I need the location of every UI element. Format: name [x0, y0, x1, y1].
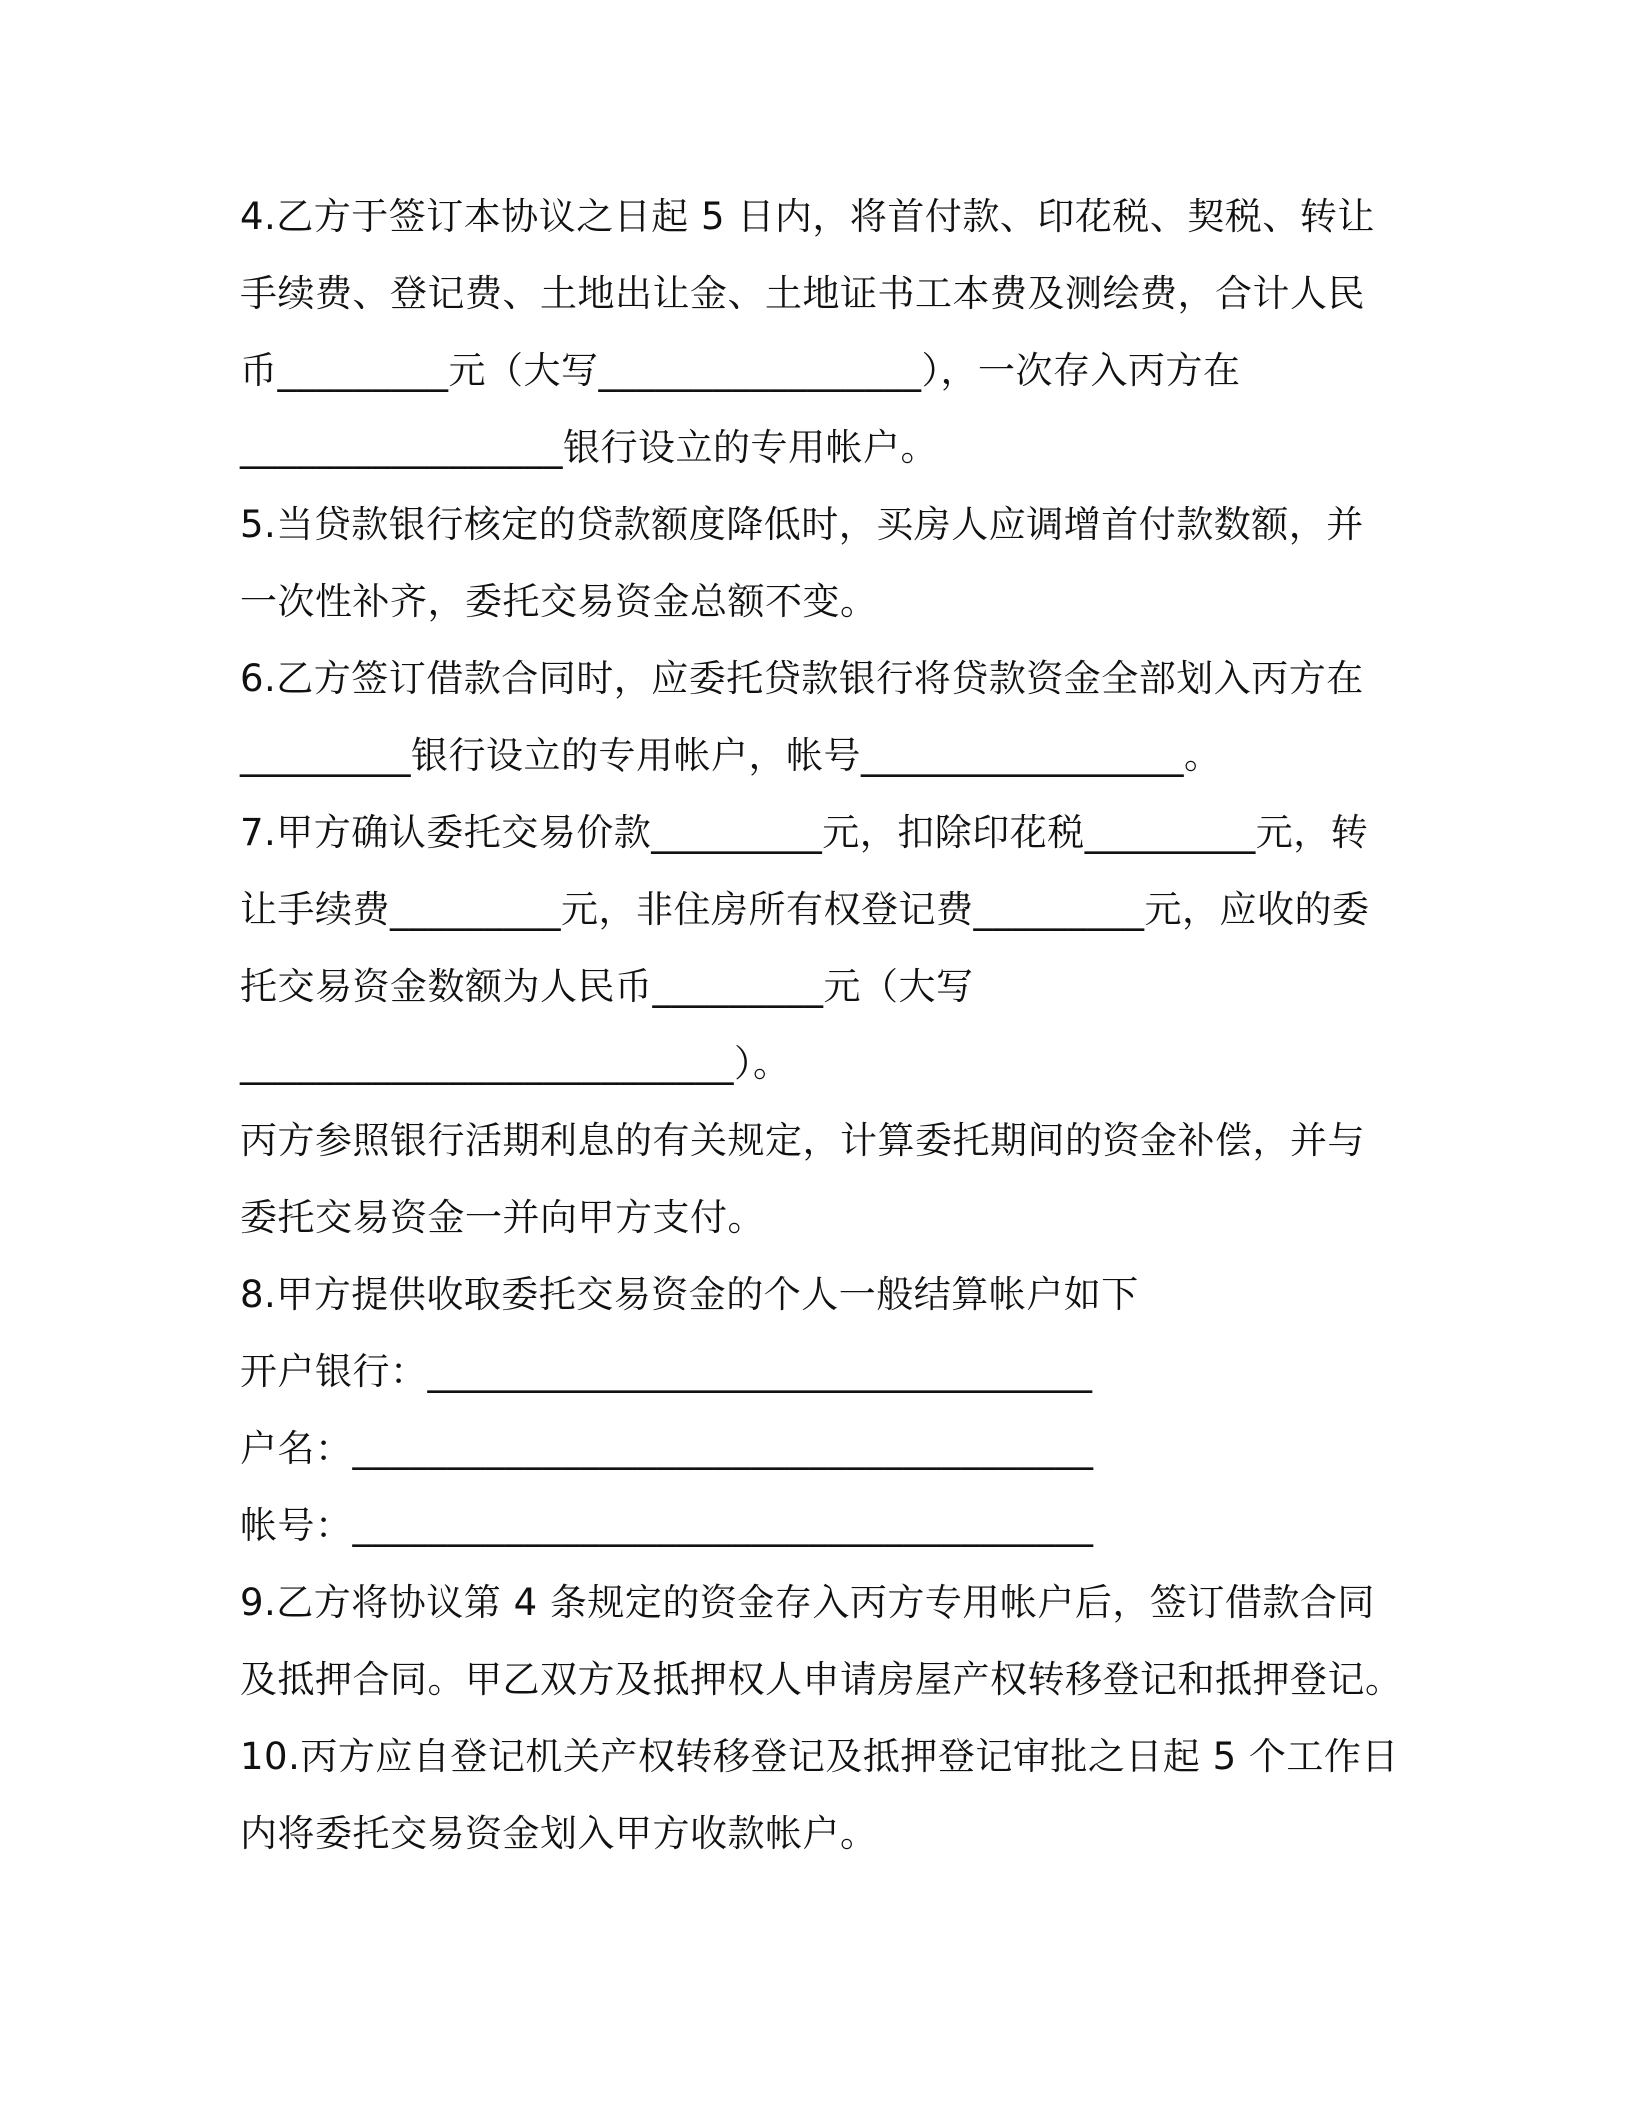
text-line: 10.丙方应自登记机关产权转移登记及抵押登记审批之日起 5 个工作日: [240, 1735, 1399, 1778]
text-line: 4.乙方于签订本协议之日起 5 日内，将首付款、印花税、契税、转让: [240, 195, 1375, 238]
text-line: 一次性补齐，委托交易资金总额不变。: [240, 580, 878, 623]
text-line: 委托交易资金一并向甲方支付。: [240, 1196, 765, 1239]
text-line: 托交易资金数额为人民币_________元（大写: [240, 965, 974, 1008]
text-line: 7.甲方确认委托交易价款_________元，扣除印花税_________元，转: [240, 811, 1369, 854]
text-line: 丙方参照银行活期利息的有关规定，计算委托期间的资金补偿，并与: [240, 1119, 1365, 1162]
text-line: 5.当贷款银行核定的贷款额度降低时，买房人应调增首付款数额，并: [240, 503, 1364, 546]
text-line: _________银行设立的专用帐户，帐号_________________。: [240, 734, 1222, 777]
text-line: 9.乙方将协议第 4 条规定的资金存入丙方专用帐户后，签订借款合同: [240, 1581, 1375, 1624]
text-line: 币_________元（大写_________________），一次存入丙方在: [240, 349, 1241, 392]
account-number-field-line: 帐号：_______________________________________: [240, 1504, 1094, 1547]
text-line: 及抵押合同。甲乙双方及抵押权人申请房屋产权转移登记和抵押登记。: [240, 1658, 1403, 1701]
document-body: [240, 186, 1403, 1880]
text-line: __________________________）。: [240, 1042, 791, 1085]
text-line: 6.乙方签订借款合同时，应委托贷款银行将贷款资金全部划入丙方在: [240, 657, 1364, 700]
text-line: 8.甲方提供收取委托交易资金的个人一般结算帐户如下: [240, 1273, 1139, 1316]
text-line: 让手续费_________元，非住房所有权登记费_________元，应收的委: [240, 888, 1370, 931]
account-name-field-line: 户名：_______________________________________: [240, 1427, 1094, 1470]
bank-name-field-line: 开户银行：___________________________________: [240, 1350, 1093, 1393]
text-line: 内将委托交易资金划入甲方收款帐户。: [240, 1812, 878, 1855]
text-line: 手续费、登记费、土地出让金、土地证书工本费及测绘费，合计人民: [240, 272, 1365, 315]
text-line: _________________银行设立的专用帐户。: [240, 426, 938, 469]
